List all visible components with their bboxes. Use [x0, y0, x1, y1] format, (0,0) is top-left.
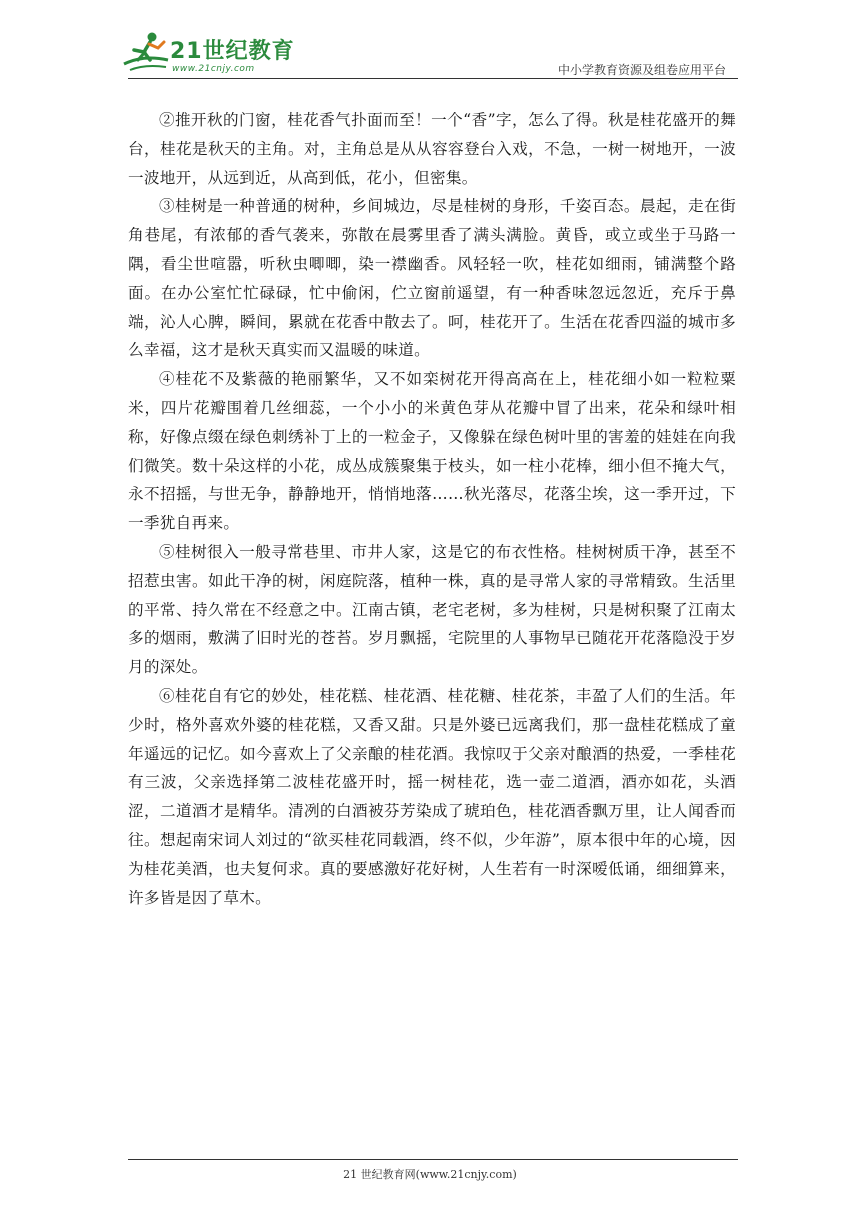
logo-text: 21世纪教育 — [170, 39, 295, 64]
paragraph-6: ⑥桂花自有它的妙处，桂花糕、桂花酒、桂花糖、桂花茶，丰盈了人们的生活。年少时，格外喜欢外婆的桂花糕，又香又甜。只是外婆已远离我们，那一盘桂花糕成了童年遥远的记忆。如今喜欢上了父亲酿的桂花酒。我惊叹于父亲对酿酒的热爱，一季桂花有三波，父亲选择第二波桂花盛开时，摇一树桂花，选一壶二道酒，酒亦如花，头酒涩，二道酒才是精华。清冽的白酒被芬芳染成了琥珀色，桂花酒香飘万里，让人闻香而往。想起南宋词人刘过的“欲买桂花同载酒，终不似，少年游”，原本很中年的心境，因为桂花美酒，也夫复何求。真的要感激好花好树，人生若有一时深嗳低诵，细细算来，许多皆是因了草木。 — [128, 686, 736, 907]
article-body — [128, 106, 736, 912]
paragraph-3: ③桂树是一种普通的树种，乡间城边，尽是桂树的身形，千姿百态。晨起，走在街角巷尾，有浓郁的香气袭来，弥散在晨雾里香了满头满脸。黄昏，或立或坐于马路一隅，看尘世喧嚣，听秋虫唧唧，染一襟幽香。风轻轻一吹，桂花如细雨，铺满整个路面。在办公室忙忙碌碌，忙中偷闲，伫立窗前遥望，有一种香味忽远忽近，充斥于鼻端，沁人心脾，瞬间，累就在花香中散去了。呵，桂花开了。生活在花香四溢的城市多么幸福，这才是秋天真实而又温暖的味道。 — [128, 197, 736, 360]
footer-divider — [128, 1159, 738, 1160]
page-footer: 21 世纪教育网(www.21cnjy.com) — [343, 1168, 517, 1181]
header-divider — [128, 78, 738, 79]
logo — [120, 30, 300, 80]
page-header — [0, 0, 860, 90]
logo-url: www.21cnjy.com — [172, 64, 255, 74]
runner-logo-icon — [120, 30, 172, 76]
paragraph-2: ②推开秋的门窗，桂花香气扑面而至！一个“香”字，怎么了得。秋是桂花盛开的舞台，桂花是秋天的主角。对，主角总是从从容容登台入戏，不急，一树一树地开，一波一波地开，从远到近，从高到低，花小，但密集。 — [128, 111, 736, 187]
paragraph-4: ④桂花不及紫薇的艳丽繁华，又不如栾树花开得高高在上，桂花细小如一粒粒粟米，四片花瓣围着几丝细蕊，一个小小的米黄色芽从花瓣中冒了出来，花朵和绿叶相称，好像点缀在绿色刺绣补丁上的一粒金子，又像躲在绿色树叶里的害羞的娃娃在向我们微笑。数十朵这样的小花，成丛成簇聚集于枝头，如一柱小花棒，细小但不掩大气，永不招摇，与世无争，静静地开，悄悄地落……秋光落尽，花落尘埃，这一季开过，下一季犹自再来。 — [128, 370, 736, 533]
paragraph-5: ⑤桂树很入一般寻常巷里、市井人家，这是它的布衣性格。桂树树质干净，甚至不招惹虫害。如此干净的树，闲庭院落，植种一株，真的是寻常人家的寻常精致。生活里的平常、持久常在不经意之中。江南古镇，老宅老树，多为桂树，只是树积聚了江南太多的烟雨，敷满了旧时光的苍苔。岁月飘摇，宅院里的人事物早已随花开花落隐没于岁月的深处。 — [128, 542, 736, 677]
header-tagline: 中小学教育资源及组卷应用平台 — [557, 63, 726, 77]
